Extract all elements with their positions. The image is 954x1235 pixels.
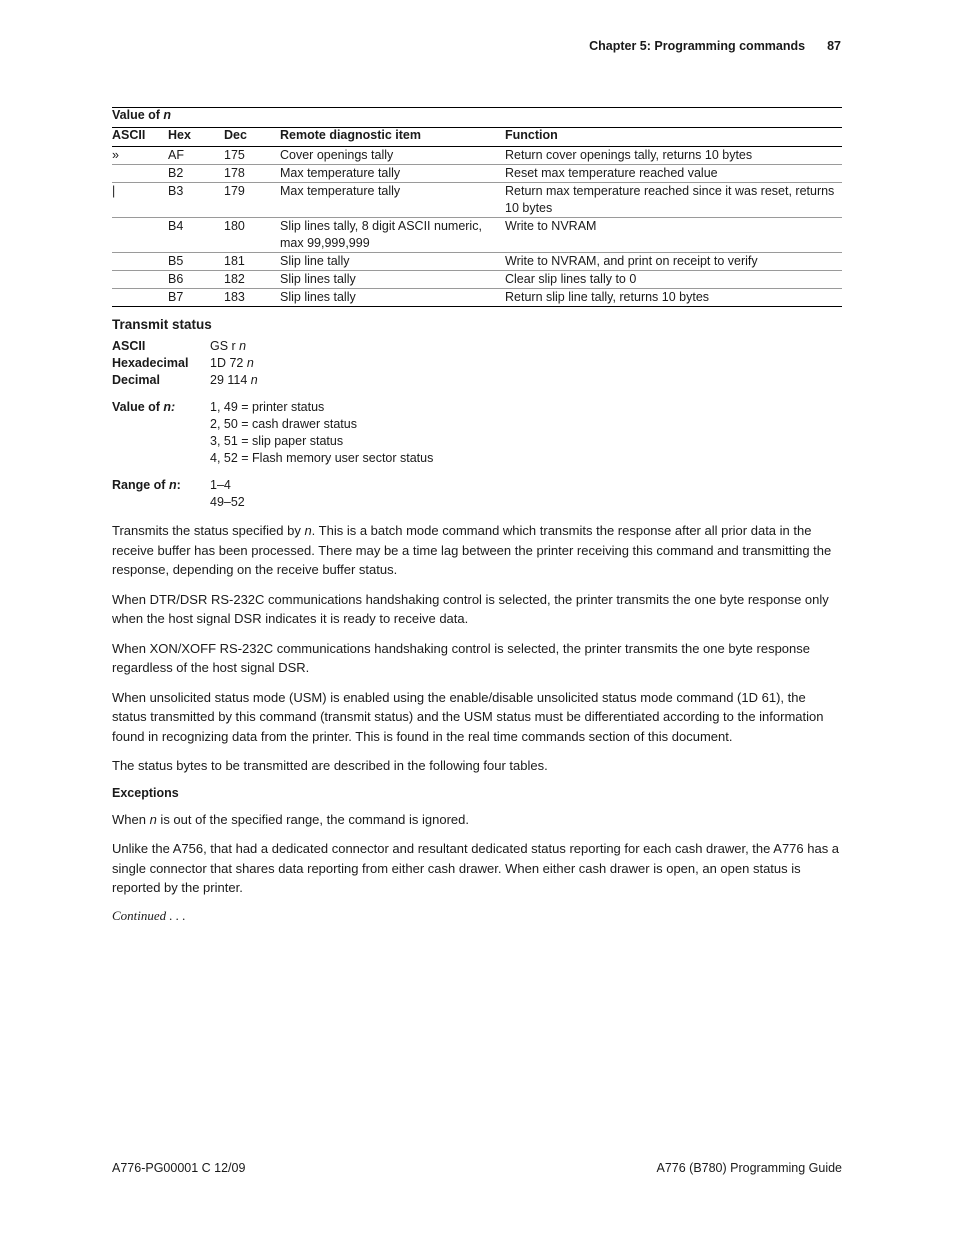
cell-dec: 175 xyxy=(224,147,280,165)
footer-doc-id: A776-PG00001 C 12/09 xyxy=(112,1161,246,1175)
cell-function: Return cover openings tally, returns 10 bytes xyxy=(505,147,842,165)
cell-item: Slip lines tally xyxy=(280,289,505,307)
col-hex: Hex xyxy=(168,128,224,147)
cell-dec: 181 xyxy=(224,253,280,271)
cell-item: Slip lines tally, 8 digit ASCII numeric, max 99,999,999 xyxy=(280,218,505,253)
cell-item: Max temperature tally xyxy=(280,183,505,218)
diagnostic-table xyxy=(112,107,842,307)
cell-dec: 183 xyxy=(224,289,280,307)
cell-item: Slip line tally xyxy=(280,253,505,271)
cell-hex: AF xyxy=(168,147,224,165)
cell-hex: B2 xyxy=(168,165,224,183)
cell-ascii xyxy=(112,289,168,307)
value-item: 1, 49 = printer status xyxy=(210,400,325,414)
ascii-row xyxy=(112,338,842,355)
value-item: 4, 52 = Flash memory user sector status xyxy=(210,451,434,465)
paragraph-usm: When unsolicited status mode (USM) is enabled using the enable/disable unsolicited status mode command (1D 61), the status transmitted by this command (transmit status) and the USM status must be differentiated according to the information found in recognizing data from the printer. This is found in the real time commands section of this document. xyxy=(112,689,824,744)
value-of-n-header: Value of n xyxy=(112,108,842,128)
page-content xyxy=(112,107,842,924)
ascii-value: GS r n xyxy=(210,339,247,353)
table-row xyxy=(112,289,842,307)
cell-hex: B5 xyxy=(168,253,224,271)
paragraph-transmits: Transmits the status specified by n. This is a batch mode command which transmits the response after all prior data in the receive buffer has been processed. There may be a time lag between the printer receiving this command and transmitting the response, depending on the receive buffer status. xyxy=(112,523,832,577)
col-item: Remote diagnostic item xyxy=(280,128,505,147)
paragraph-a756: Unlike the A756, that had a dedicated connector and resultant dedicated status reporting for each cash drawer, the A776 has a single connector that shares data reporting from either cash drawer. When either cash drawer is open, an open status is reported by the printer. xyxy=(112,841,840,895)
hex-value: 1D 72 n xyxy=(210,356,254,370)
hex-row xyxy=(112,355,842,372)
footer-guide-title: A776 (B780) Programming Guide xyxy=(656,1161,842,1175)
cell-item: Max temperature tally xyxy=(280,165,505,183)
decimal-value: 29 114 n xyxy=(210,373,258,387)
cell-ascii xyxy=(112,165,168,183)
continued-note: Continued . . . xyxy=(112,907,186,923)
paragraph-dtr-dsr: When DTR/DSR RS-232C communications handshaking control is selected, the printer transmits the one byte response only when the host signal DSR indicates it is ready to receive data. xyxy=(112,591,829,626)
cell-ascii: » xyxy=(112,147,168,165)
page-number: 87 xyxy=(827,39,841,53)
cell-function: Reset max temperature reached value xyxy=(505,165,842,183)
table-row xyxy=(112,165,842,183)
cell-function: Write to NVRAM xyxy=(505,218,842,253)
range-item: 49–52 xyxy=(210,495,245,509)
cell-function: Return slip line tally, returns 10 bytes xyxy=(505,289,842,307)
value-of-n-label: Value of n: xyxy=(112,400,176,414)
value-item: 3, 51 = slip paper status xyxy=(210,434,344,448)
cell-function: Write to NVRAM, and print on receipt to verify xyxy=(505,253,842,271)
value-item: 2, 50 = cash drawer status xyxy=(210,417,357,431)
cell-ascii xyxy=(112,271,168,289)
page-header xyxy=(589,39,841,53)
table-row xyxy=(112,253,842,271)
cell-dec: 179 xyxy=(224,183,280,218)
table-row xyxy=(112,218,842,253)
range-list xyxy=(210,477,842,511)
paragraph-status-bytes: The status bytes to be transmitted are described in the following four tables. xyxy=(112,758,548,773)
col-ascii: ASCII xyxy=(112,128,168,147)
col-dec: Dec xyxy=(224,128,280,147)
chapter-title: Chapter 5: Programming commands xyxy=(589,39,806,53)
cell-function: Clear slip lines tally to 0 xyxy=(505,271,842,289)
cell-ascii xyxy=(112,218,168,253)
cell-dec: 182 xyxy=(224,271,280,289)
exceptions-heading: Exceptions xyxy=(112,785,179,800)
hex-label: Hexadecimal xyxy=(112,356,189,370)
value-of-n-list xyxy=(210,399,842,467)
cell-ascii: | xyxy=(112,183,168,218)
paragraph-xon-xoff: When XON/XOFF RS-232C communications handshaking control is selected, the printer transmits the one byte response regardless of the host signal DSR. xyxy=(112,640,810,675)
cell-function: Return max temperature reached since it was reset, returns 10 bytes xyxy=(505,183,842,218)
decimal-label: Decimal xyxy=(112,373,160,387)
table-value-of-row xyxy=(112,108,842,128)
cell-dec: 178 xyxy=(224,165,280,183)
value-of-n-row xyxy=(112,399,842,467)
table-row xyxy=(112,183,842,218)
table-header-row xyxy=(112,128,842,147)
cell-item: Cover openings tally xyxy=(280,147,505,165)
range-item: 1–4 xyxy=(210,478,231,492)
table-row xyxy=(112,147,842,165)
cell-item: Slip lines tally xyxy=(280,271,505,289)
col-function: Function xyxy=(505,128,842,147)
cell-hex: B6 xyxy=(168,271,224,289)
range-of-n-row xyxy=(112,477,842,511)
cell-ascii xyxy=(112,253,168,271)
decimal-row xyxy=(112,372,842,389)
paragraph-out-of-range: When n is out of the specified range, the command is ignored. xyxy=(112,811,469,827)
table-row xyxy=(112,271,842,289)
range-of-n-label: Range of n: xyxy=(112,478,181,492)
transmit-status-heading: Transmit status xyxy=(112,317,212,332)
cell-hex: B3 xyxy=(168,183,224,218)
cell-dec: 180 xyxy=(224,218,280,253)
ascii-label: ASCII xyxy=(112,339,146,353)
cell-hex: B4 xyxy=(168,218,224,253)
cell-hex: B7 xyxy=(168,289,224,307)
